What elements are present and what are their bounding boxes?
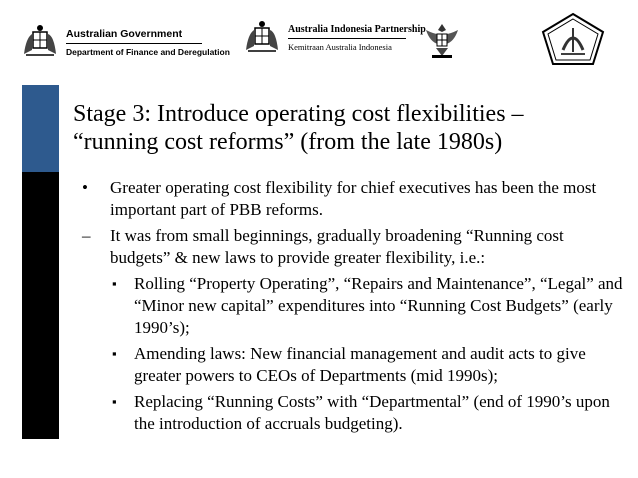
bullet-marker: – bbox=[82, 226, 91, 245]
sub-bullet-item bbox=[80, 391, 628, 435]
bullet-marker: • bbox=[82, 178, 88, 197]
sub-bullet-item bbox=[80, 273, 628, 339]
gov-name: Australian Government bbox=[66, 27, 183, 40]
sub-bullet-text: Replacing “Running Costs” with “Departmental” (end of 1990’s upon the introduction of accruals budgeting). bbox=[134, 392, 610, 433]
sub-bullet-marker: ▪ bbox=[112, 276, 117, 291]
slide-body bbox=[80, 177, 628, 439]
bullet-text: It was from small beginnings, gradually broadening “Running cost budgets” & new laws to provide greater flexibility, i.e.: bbox=[110, 226, 564, 267]
garuda-emblem-icon bbox=[424, 20, 460, 60]
bullet-text: Greater operating cost flexibility for chief executives has been the most important part of PBB reforms. bbox=[110, 178, 597, 219]
slide-title-line2: “running cost reforms” (from the late 1980s) bbox=[73, 129, 503, 155]
australian-government-logo bbox=[20, 24, 230, 60]
bullet-item bbox=[80, 177, 628, 221]
bullet-item bbox=[80, 225, 628, 269]
slide-title-line1: Stage 3: Introduce operating cost flexibilities – bbox=[73, 101, 524, 127]
sub-bullet-text: Amending laws: New financial management and audit acts to give greater powers to CEOs of Departments (mid 1990s); bbox=[134, 344, 586, 385]
slide-header bbox=[0, 0, 638, 75]
sub-bullet-item bbox=[80, 343, 628, 387]
partnership-subtitle: Kemitraan Australia Indonesia bbox=[288, 42, 392, 52]
department-name: Department of Finance and Deregulation bbox=[66, 46, 230, 57]
sub-bullet-text: Rolling “Property Operating”, “Repairs and Maintenance”, “Legal” and “Minor new capital” expenditures into “Running Cost Budgets” (early 1990’s); bbox=[134, 274, 623, 337]
sub-bullet-marker: ▪ bbox=[112, 394, 117, 409]
coat-of-arms-icon bbox=[242, 20, 282, 56]
ministry-seal-icon bbox=[541, 12, 605, 66]
sub-bullet-marker: ▪ bbox=[112, 346, 117, 361]
partnership-title: Australia Indonesia Partnership bbox=[288, 24, 426, 35]
accent-bar-black bbox=[22, 172, 59, 439]
partnership-logo bbox=[242, 20, 426, 56]
accent-bar-blue bbox=[22, 85, 59, 172]
slide-title bbox=[73, 100, 613, 156]
coat-of-arms-icon bbox=[20, 24, 60, 60]
